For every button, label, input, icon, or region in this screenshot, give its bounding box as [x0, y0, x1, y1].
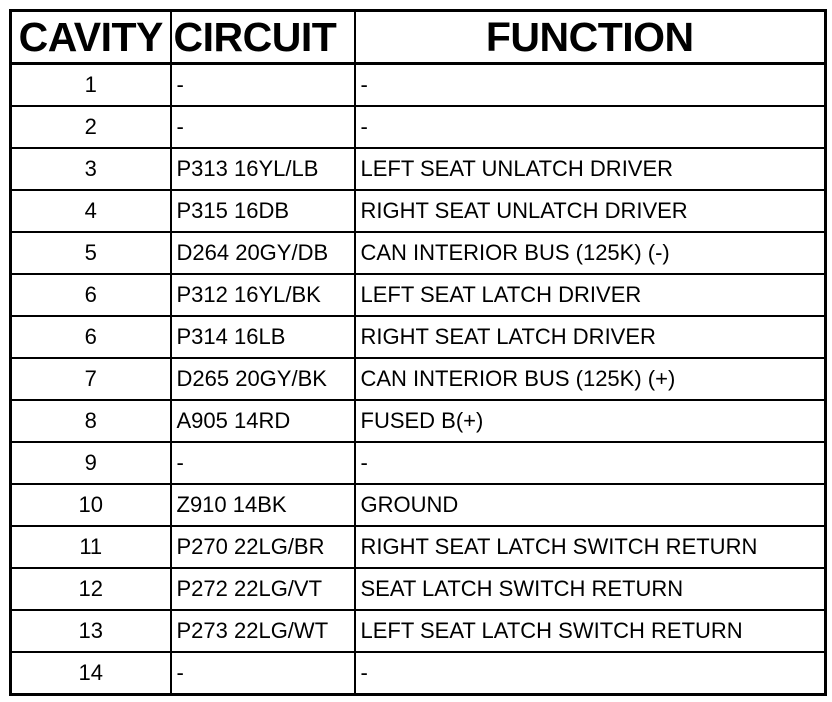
cavity-cell: 10	[11, 484, 171, 526]
function-cell: GROUND	[355, 484, 826, 526]
circuit-cell: P313 16YL/LB	[171, 148, 355, 190]
function-cell: CAN INTERIOR BUS (125K) (-)	[355, 232, 826, 274]
table-row	[11, 610, 826, 652]
circuit-cell: Z910 14BK	[171, 484, 355, 526]
circuit-cell: P270 22LG/BR	[171, 526, 355, 568]
cavity-cell: 7	[11, 358, 171, 400]
cavity-cell: 12	[11, 568, 171, 610]
function-cell: LEFT SEAT UNLATCH DRIVER	[355, 148, 826, 190]
function-cell: CAN INTERIOR BUS (125K) (+)	[355, 358, 826, 400]
table-row	[11, 442, 826, 484]
circuit-cell: -	[171, 652, 355, 695]
cavity-cell: 5	[11, 232, 171, 274]
circuit-cell: D265 20GY/BK	[171, 358, 355, 400]
table-row	[11, 274, 826, 316]
table-row	[11, 400, 826, 442]
table-row	[11, 190, 826, 232]
cavity-cell: 14	[11, 652, 171, 695]
table-row	[11, 652, 826, 695]
column-header-circuit: CIRCUIT	[171, 11, 355, 64]
table-body	[11, 64, 826, 695]
cavity-cell: 9	[11, 442, 171, 484]
table-row	[11, 568, 826, 610]
cavity-cell: 4	[11, 190, 171, 232]
table-row	[11, 64, 826, 107]
cavity-cell: 6	[11, 274, 171, 316]
table-row	[11, 106, 826, 148]
circuit-cell: P272 22LG/VT	[171, 568, 355, 610]
table-row	[11, 148, 826, 190]
function-cell: RIGHT SEAT LATCH SWITCH RETURN	[355, 526, 826, 568]
circuit-cell: -	[171, 442, 355, 484]
cavity-cell: 13	[11, 610, 171, 652]
circuit-cell: -	[171, 106, 355, 148]
table-row	[11, 316, 826, 358]
function-cell: LEFT SEAT LATCH SWITCH RETURN	[355, 610, 826, 652]
cavity-cell: 11	[11, 526, 171, 568]
function-cell: SEAT LATCH SWITCH RETURN	[355, 568, 826, 610]
function-cell: FUSED B(+)	[355, 400, 826, 442]
cavity-cell: 2	[11, 106, 171, 148]
function-cell: -	[355, 652, 826, 695]
table-row	[11, 358, 826, 400]
table-row	[11, 526, 826, 568]
circuit-cell: A905 14RD	[171, 400, 355, 442]
table-row	[11, 232, 826, 274]
table-header-row	[11, 11, 826, 64]
cavity-cell: 3	[11, 148, 171, 190]
function-cell: RIGHT SEAT UNLATCH DRIVER	[355, 190, 826, 232]
function-cell: -	[355, 106, 826, 148]
column-header-cavity: CAVITY	[11, 11, 171, 64]
circuit-cell: P273 22LG/WT	[171, 610, 355, 652]
connector-pinout-table	[9, 9, 827, 696]
function-cell: -	[355, 64, 826, 107]
circuit-cell: P315 16DB	[171, 190, 355, 232]
circuit-cell: P312 16YL/BK	[171, 274, 355, 316]
table-row	[11, 484, 826, 526]
function-cell: -	[355, 442, 826, 484]
function-cell: RIGHT SEAT LATCH DRIVER	[355, 316, 826, 358]
circuit-cell: P314 16LB	[171, 316, 355, 358]
cavity-cell: 6	[11, 316, 171, 358]
cavity-cell: 1	[11, 64, 171, 107]
circuit-cell: -	[171, 64, 355, 107]
cavity-cell: 8	[11, 400, 171, 442]
function-cell: LEFT SEAT LATCH DRIVER	[355, 274, 826, 316]
column-header-function: FUNCTION	[355, 11, 826, 64]
circuit-cell: D264 20GY/DB	[171, 232, 355, 274]
